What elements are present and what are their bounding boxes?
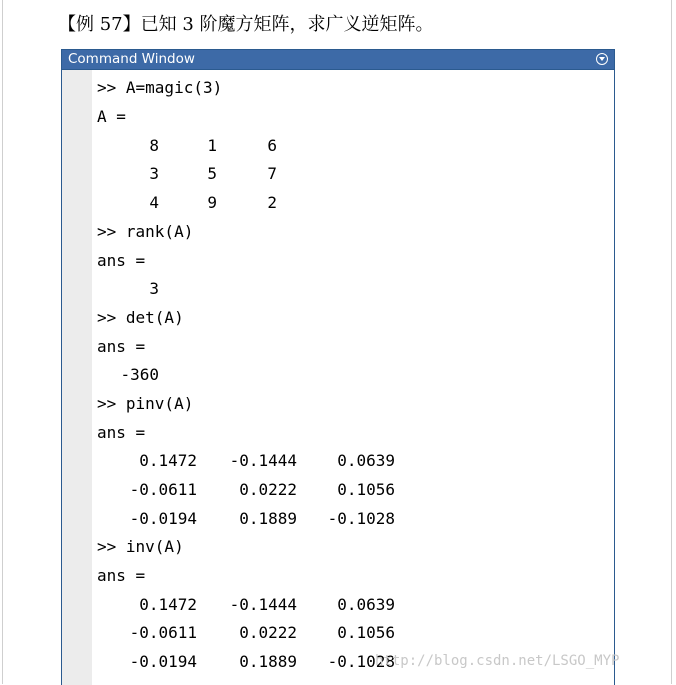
matrix-cell: 0.1472 (139, 451, 197, 470)
example-heading: 【例 57】已知 3 阶魔方矩阵，求广义逆矩阵。 (58, 14, 434, 35)
matrix-cell: 0.1889 (239, 652, 297, 671)
matrix-cell: 3 (149, 164, 159, 183)
command-line: >> A=magic(3) (97, 78, 223, 97)
watermark: http://blog.csdn.net/LSGO_MYP (375, 653, 620, 669)
matrix-cell: 2 (267, 193, 277, 212)
command-window-output[interactable] (97, 76, 614, 685)
matrix-cell: 1 (207, 136, 217, 155)
output-label: A = (97, 107, 126, 126)
matrix-cell: 0.0639 (337, 595, 395, 614)
matrix-cell: 6 (267, 136, 277, 155)
matrix-cell: -0.0194 (129, 509, 197, 528)
command-line: >> rank(A) (97, 222, 194, 241)
matrix-cell: 4 (149, 193, 159, 212)
scalar-value: -360 (120, 365, 159, 384)
matrix-cell: 0.0222 (239, 623, 297, 642)
matrix-cell: 5 (207, 164, 217, 183)
command-window[interactable] (61, 49, 615, 685)
matrix-cell: 8 (149, 136, 159, 155)
matrix-cell: -0.0611 (129, 480, 197, 499)
matrix-cell: 0.1472 (139, 595, 197, 614)
matrix-cell: 9 (207, 193, 217, 212)
matrix-cell: -0.0194 (129, 652, 197, 671)
output-label: ans = (97, 423, 146, 442)
command-window-title: Command Window (68, 51, 195, 67)
matrix-cell: 0.0639 (337, 451, 395, 470)
output-label: ans = (97, 337, 146, 356)
matrix-cell: 7 (267, 164, 277, 183)
matrix-cell: 0.0222 (239, 480, 297, 499)
command-line: >> pinv(A) (97, 394, 194, 413)
matrix-cell: -0.0611 (129, 623, 197, 642)
command-window-gutter (62, 70, 92, 685)
matrix-cell: -0.1444 (229, 595, 297, 614)
matrix-cell: -0.1028 (327, 509, 395, 528)
matrix-cell: -0.1444 (229, 451, 297, 470)
matrix-cell: -0.1028 (327, 652, 395, 671)
output-label: ans = (97, 566, 146, 585)
output-label: ans = (97, 251, 146, 270)
scalar-value: 3 (149, 279, 159, 298)
command-line: >> inv(A) (97, 537, 184, 556)
command-window-titlebar[interactable] (62, 50, 614, 70)
chevron-down-circle-icon[interactable] (596, 53, 608, 65)
command-line: >> det(A) (97, 308, 184, 327)
matrix-cell: 0.1056 (337, 623, 395, 642)
matrix-cell: 0.1889 (239, 509, 297, 528)
matrix-cell: 0.1056 (337, 480, 395, 499)
